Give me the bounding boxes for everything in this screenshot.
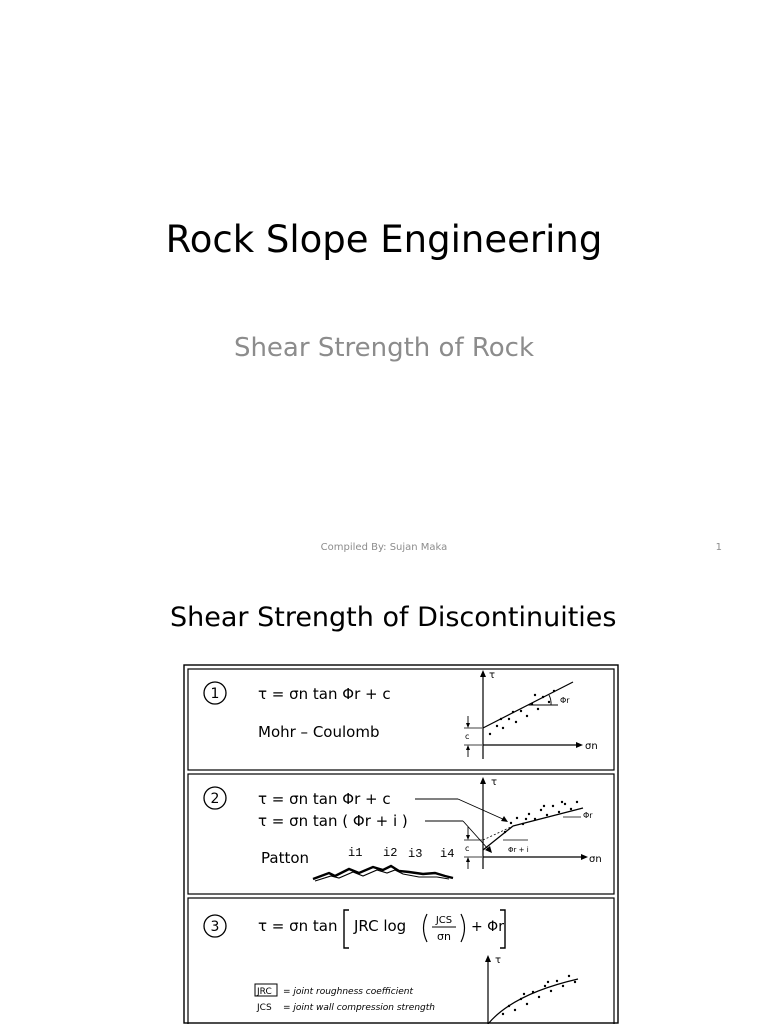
panel-1-point <box>512 711 514 713</box>
panel-1-frame <box>188 669 614 770</box>
panel-2-label-phi: Φr <box>583 811 593 820</box>
panel-2-point <box>534 818 536 820</box>
panel-2-axis-sigma: σn <box>589 854 602 865</box>
panel-3-equation-tail: + Φr <box>471 919 504 935</box>
panel-3-axis-tau: τ <box>495 955 502 966</box>
panel-3-paren-right <box>461 914 465 942</box>
panel-3-paren-left <box>424 914 428 942</box>
panel-1-number: 1 <box>210 686 220 702</box>
panel-3-point <box>547 981 549 983</box>
panel-3-equation-lhs: τ = σn tan <box>258 917 338 935</box>
panel-2-equation-a: τ = σn tan Φr + c <box>258 790 391 808</box>
panel-2-point <box>552 805 554 807</box>
panel-3-frac-num: JCS <box>435 915 453 926</box>
shear-strength-figure <box>183 664 619 1024</box>
slide-2-title: Shear Strength of Discontinuities <box>170 602 617 633</box>
panel-1-point <box>496 725 498 727</box>
slide-1-subtitle: Shear Strength of Rock <box>233 333 535 363</box>
panel-2-point <box>516 817 518 819</box>
panel-3 <box>204 910 578 1024</box>
panel-1-point <box>502 727 504 729</box>
panel-1-sigma-arrow <box>576 742 583 748</box>
panel-1-angle-arc <box>549 695 551 705</box>
panel-2-point <box>528 813 530 815</box>
panel-3-point <box>574 981 576 983</box>
panel-1-point <box>531 703 533 705</box>
figure-border <box>184 665 618 1023</box>
panel-1-point <box>515 721 517 723</box>
panel-1-point <box>508 718 510 720</box>
panel-3-tau-arrow <box>485 955 491 962</box>
panel-3-point <box>520 998 522 1000</box>
panel-2-point <box>510 822 512 824</box>
panel-1-point <box>537 708 539 710</box>
panel-2-point <box>543 805 545 807</box>
panel-2-model-name: Patton <box>261 849 310 867</box>
panel-3-point <box>544 985 546 987</box>
panel-3-point <box>523 993 525 995</box>
panel-2-frame <box>188 774 614 894</box>
panel-3-point <box>568 975 570 977</box>
panel-1-point <box>526 715 528 717</box>
panel-3-legend-jcs-text: = joint wall compression strength <box>283 1003 435 1013</box>
panel-3-point <box>502 1013 504 1015</box>
slide-1-title: Rock Slope Engineering <box>165 218 603 261</box>
panel-1-label-phi: Φr <box>560 696 570 705</box>
panel-2-point <box>525 818 527 820</box>
panel-2 <box>204 777 602 881</box>
panel-3-point <box>556 980 558 982</box>
panel-2-number: 2 <box>210 791 220 807</box>
panel-3-point <box>526 1003 528 1005</box>
panel-3-point <box>508 1005 510 1007</box>
panel-1-point <box>553 690 555 692</box>
panel-1-label-c: c <box>465 732 470 741</box>
panel-3-number: 3 <box>210 919 220 935</box>
panel-2-point <box>504 831 506 833</box>
figure-svg <box>183 664 619 1024</box>
panel-1-point <box>542 696 544 698</box>
slide-1-footer: Compiled By: Sujan Maka <box>320 542 448 553</box>
panel-2-point <box>522 823 524 825</box>
panel-2-axis-tau: τ <box>491 777 498 788</box>
panel-3-legend-jcs-key: JCS <box>257 1003 272 1013</box>
panel-2-c-arrowhead-top <box>466 835 470 840</box>
panel-1-point <box>500 718 502 720</box>
panel-2-point <box>540 809 542 811</box>
panel-3-bracket-left <box>344 910 349 948</box>
panel-2-asperity-i4: i4 <box>440 847 455 861</box>
panel-2-point <box>561 801 563 803</box>
panel-3-envelope-curve <box>488 979 578 1024</box>
panel-2-sigma-arrow <box>581 854 588 860</box>
panel-2-point <box>546 814 548 816</box>
panel-2-point <box>576 801 578 803</box>
slide-2 <box>0 576 768 1024</box>
panel-2-point <box>558 811 560 813</box>
panel-3-point <box>538 996 540 998</box>
panel-1-c-arrowhead-top <box>466 723 470 728</box>
panel-2-asperity-i2: i2 <box>383 846 398 860</box>
panel-1-tau-arrow <box>480 670 486 677</box>
panel-1-equation: τ = σn tan Φr + c <box>258 685 391 703</box>
panel-2-c-arrowhead-bottom <box>466 857 470 862</box>
panel-2-label-phi-i: Φr + i <box>508 846 529 854</box>
panel-2-label-c: c <box>465 844 470 853</box>
panel-1-c-arrowhead-bottom <box>466 745 470 750</box>
panel-2-tau-arrow <box>480 777 486 784</box>
panel-3-legend-jrc-key: JRC <box>257 987 272 997</box>
panel-1-point <box>548 701 550 703</box>
panel-2-equation-b: τ = σn tan ( Φr + i ) <box>258 812 408 830</box>
panel-1-axis-tau: τ <box>489 670 496 681</box>
panel-2-asperity-i3: i3 <box>408 847 423 861</box>
panel-2-point <box>564 803 566 805</box>
slide-1-page-number: 1 <box>715 542 722 553</box>
panel-3-point <box>532 991 534 993</box>
panel-3-point <box>562 985 564 987</box>
panel-1-point <box>489 733 491 735</box>
panel-1-point <box>520 710 522 712</box>
panel-3-frac-den: σn <box>437 930 451 943</box>
panel-1-model-name: Mohr – Coulomb <box>258 723 380 741</box>
panel-3-point <box>550 990 552 992</box>
panel-3-legend-jrc-text: = joint roughness coefficient <box>283 987 414 997</box>
panel-2-asperity-i1: i1 <box>348 846 363 860</box>
panel-3-point <box>514 1009 516 1011</box>
panel-1-axis-sigma: σn <box>585 741 598 752</box>
panel-3-equation-jrc: JRC log <box>354 917 407 935</box>
panel-2-point <box>570 808 572 810</box>
panel-2-leader-a2 <box>458 799 505 820</box>
panel-1-point <box>534 694 536 696</box>
panel-3-data-points <box>502 975 576 1015</box>
panel-1 <box>204 670 598 759</box>
